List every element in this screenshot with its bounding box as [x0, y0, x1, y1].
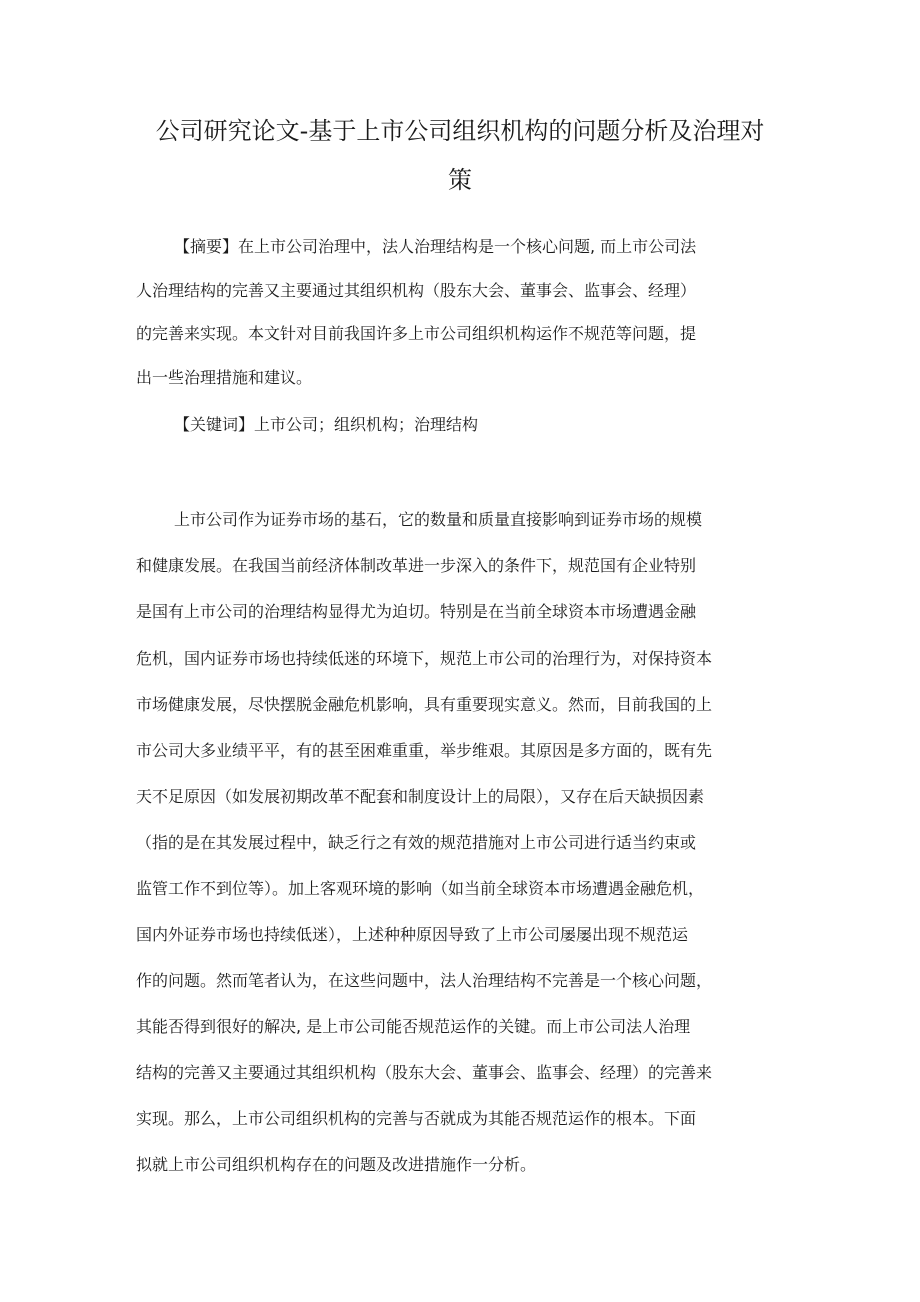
body-line-4: 危机，国内证券市场也持续低迷的环境下，规范上市公司的治理行为，对保持资本: [136, 649, 713, 668]
body-line-15: 拟就上市公司组织机构存在的问题及改进措施作一分析。: [136, 1155, 537, 1174]
keywords-line: 【关键词】上市公司；组织机构；治理结构: [174, 415, 479, 434]
body-line-14: 实现。那么，上市公司组织机构的完善与否就成为其能否规范运作的根本。下面: [136, 1109, 697, 1128]
body-line-7: 天不足原因（如发展初期改革不配套和制度设计上的局限），又存在后天缺损因素: [136, 787, 705, 806]
body-line-13: 结构的完善又主要通过其组织机构（股东大会、董事会、监事会、经理）的完善来: [136, 1063, 713, 1082]
body-line-8: （指的是在其发展过程中，缺乏行之有效的规范措施对上市公司进行适当约束或: [136, 833, 697, 852]
body-line-5: 市场健康发展，尽快摆脱金融危机影响，具有重要现实意义。然而，目前我国的上: [136, 695, 713, 714]
document-title-line-2: 策: [448, 166, 472, 194]
body-line-6: 市公司大多业绩平平，有的甚至困难重重，举步维艰。其原因是多方面的，既有先: [136, 741, 713, 760]
body-line-1: 上市公司作为证券市场的基石，它的数量和质量直接影响到证券市场的规模: [174, 510, 703, 529]
body-line-12: 其能否得到很好的解决, 是上市公司能否规范运作的关键。而上市公司法人治理: [136, 1017, 691, 1036]
abstract-line-3: 的完善来实现。本文针对目前我国许多上市公司组织机构运作不规范等问题，提: [136, 324, 697, 343]
document-title-line-1: 公司研究论文-基于上市公司组织机构的问题分析及治理对: [155, 117, 765, 145]
body-line-2: 和健康发展。在我国当前经济体制改革进一步深入的条件下，规范国有企业特别: [136, 556, 697, 575]
body-line-11: 作的问题。然而笔者认为，在这些问题中，法人治理结构不完善是一个核心问题，: [136, 971, 713, 990]
abstract-line-4: 出一些治理措施和建议。: [136, 368, 313, 387]
body-line-9: 监管工作不到位等）。加上客观环境的影响（如当前全球资本市场遭遇金融危机，: [136, 879, 705, 898]
abstract-line-2: 人治理结构的完善又主要通过其组织机构（股东大会、董事会、监事会、经理）: [136, 281, 697, 300]
body-line-10: 国内外证券市场也持续低迷），上述种种原因导致了上市公司屡屡出现不规范运: [136, 925, 689, 944]
abstract-line-1: 【摘要】在上市公司治理中，法人治理结构是一个核心问题, 而上市公司法: [174, 237, 697, 256]
body-line-3: 是国有上市公司的治理结构显得尤为迫切。特别是在当前全球资本市场遭遇金融: [136, 602, 697, 621]
